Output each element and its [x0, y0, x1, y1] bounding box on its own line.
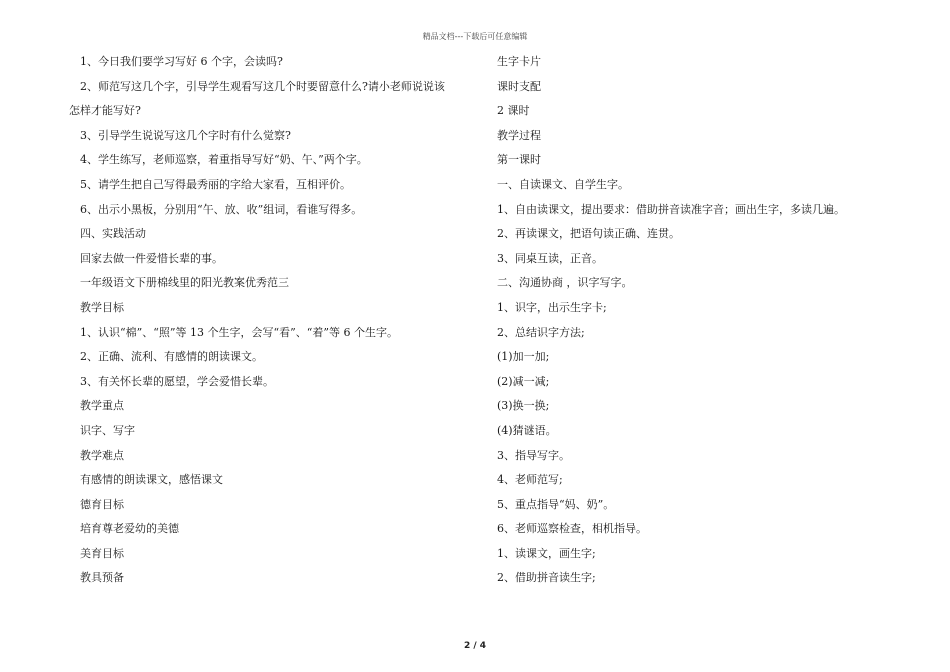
section-heading: 课时支配: [497, 79, 541, 93]
section-heading: 二、沟通协商 ，识字写字。: [497, 276, 633, 290]
section-heading: 德育目标: [80, 497, 124, 511]
text-line: 回家去做一件爱惜长辈的事。: [80, 251, 223, 265]
text-line: 2、借助拼音读生字;: [497, 571, 596, 585]
text-line: 6、老师巡察检查，相机指导。: [497, 522, 647, 536]
text-line: 2 课时: [497, 104, 530, 118]
section-heading: 美育目标: [80, 546, 124, 560]
text-line: 4、学生练写，老师巡察，着重指导写好“奶、午、”两个字。: [80, 153, 368, 167]
text-line: 3、指导写字。: [497, 448, 570, 462]
text-line: 1、识字，出示生字卡;: [497, 300, 607, 314]
text-line: 培育尊老爱幼的美德: [80, 522, 179, 536]
text-line: 2、师范写这几个字，引导学生观看写这几个时要留意什么?请小老师说说该: [80, 79, 445, 93]
text-line: 2、再读课文，把语句读正确、连贯。: [497, 227, 680, 241]
text-line: (2)减一减;: [497, 374, 550, 388]
section-heading: 教学过程: [497, 128, 541, 142]
right-column: [497, 56, 877, 597]
text-line: 1、自由读课文，提出要求：借助拼音读准字音；画出生字，多读几遍。: [497, 202, 845, 216]
left-column: [69, 55, 470, 597]
text-line: 5、请学生把自己写得最秀丽的字给大家看，互相评价。: [80, 177, 351, 191]
page-header: 精品文档---下载后可任意编辑: [422, 32, 528, 41]
text-line: 3、引导学生说说写这几个字时有什么觉察?: [80, 128, 291, 142]
section-heading: 教具预备: [80, 571, 124, 585]
section-heading: 第一课时: [497, 153, 541, 167]
text-line: 3、同桌互读，正音。: [497, 251, 603, 265]
text-line: 4、老师范写;: [497, 473, 563, 487]
text-line: 1、今日我们要学习写好 6 个字，会读吗?: [80, 55, 283, 68]
text-line: 5、重点指导“妈、奶”。: [497, 497, 615, 511]
text-line: 1、认识“棉”、“照”等 13 个生字，会写“看”、“着”等 6 个生字。: [80, 325, 398, 339]
section-heading: 一、自读课文、自学生字。: [497, 177, 629, 191]
text-line: 2、总结识字方法;: [497, 325, 585, 339]
text-line: 识字、写字: [80, 423, 135, 437]
text-line: 6、出示小黑板，分别用“午、放、收”组词，看谁写得多。: [80, 202, 363, 216]
section-heading: 教学难点: [80, 448, 124, 462]
text-line: 有感情的朗读课文，感悟课文: [80, 473, 223, 487]
text-line: 怎样才能写好?: [69, 104, 141, 118]
text-line: 3、有关怀长辈的愿望，学会爱惜长辈。: [80, 374, 274, 388]
text-line: 生字卡片: [497, 55, 541, 68]
section-heading: 四、实践活动: [80, 227, 146, 241]
text-line: 1、读课文，画生字;: [497, 546, 596, 560]
page-number: 2 / 4: [463, 641, 487, 651]
section-heading: 教学重点: [80, 399, 124, 413]
document-title: 一年级语文下册棉线里的阳光教案优秀范三: [80, 276, 289, 290]
text-line: (4)猜谜语。: [497, 423, 557, 437]
section-heading: 教学目标: [80, 300, 124, 314]
text-line: 2、正确、流利、有感情的朗读课文。: [80, 350, 263, 364]
text-line: (3)换一换;: [497, 399, 550, 413]
text-line: (1)加一加;: [497, 350, 550, 364]
